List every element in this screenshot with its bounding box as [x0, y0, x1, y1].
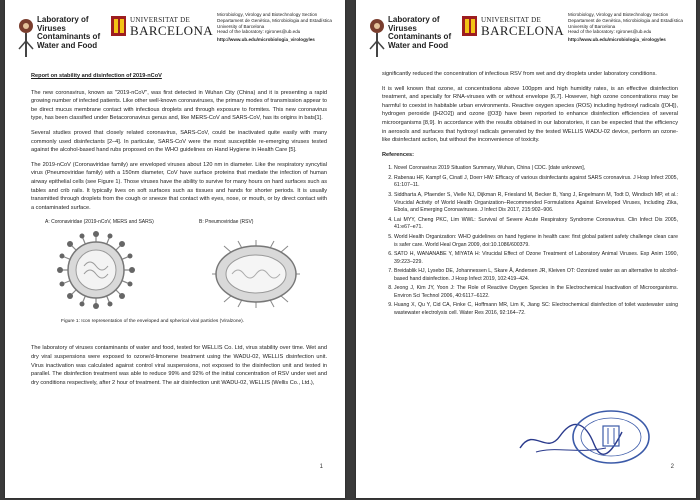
- paragraph: significantly reduced the concentration of infectious RSV from wet and dry droplets under laboratory conditions.: [382, 71, 657, 77]
- figure-1: [31, 218, 327, 338]
- reference-item: 8. Jeong J, Kim JY, Yoon J: The Role of Reactive Oxygen Species in the Electrochemical Inactivation of Microorganisms. Environ Sci Technol 2006, 40:6117–6122.: [394, 285, 678, 301]
- university-logo: UNIVERSITAT DE BARCELONA: [111, 16, 211, 46]
- page-header: [15, 8, 337, 66]
- coronavirus-illustration-icon: [56, 230, 136, 310]
- reference-item: 3. Siddharta A, Pfaender S, Vielle NJ, Dijkman R, Friesland M, Becker B, Yang J, Engelmann M, Todt D, Windisch MP, et al.: Virucidal Activity of World Health Organization–Recommended Formulations Against Enveloped Viruses, Including Zika, Ebola, and Emerging Coronaviruses. J Infect Dis 2017, 215:902–906.: [394, 192, 678, 215]
- university-shield-icon: [111, 16, 126, 36]
- page-number: 2: [670, 464, 674, 470]
- reference-item: 2. Rabenau HF, Kampf G, Cinatl J, Doerr HW: Efficacy of various disinfectants against SARS coronavirus. J Hosp Infect 2005, 61:107–11.: [394, 175, 678, 191]
- department-info: Microbiology, Virology and Biotechnology Section Departament de Genètica, Microbiologia and Estadística University of Barcelona Head of the laboratory: rgirones@ub.edu http://www.ub.edu/microbiologia_virologyles: [568, 12, 696, 43]
- paragraph: The new coronavirus, known as "2019-nCoV", was first detected in Wuhan City (China) and it is presenting a rapid growing number of infected patients. Like other well-known coronaviruses, the primary modes of transmission appear to be direct mucus membrane contact with infectious droplets and through exposure to formites. This new coronavirus type, has been classified under Betacoronavirus genus and, like MERS-CoV and SARS-CoV, has its origins in bats[1].: [31, 89, 327, 122]
- figure-label-a: A: Coronaviridae (2019-nCoV, MERS and SARS): [45, 219, 154, 226]
- paragraph: Several studies proved that closely related coronavirus, SARS-CoV, could be inactivated quite easily with many commonly used disinfectants [2–4]. In particular, SARS-CoV were the most susceptible re-emerging viruses tested against the alcohol-based hand rubs proposed on the WHO guidelines on Hand Hygiene in Health Care [5].: [31, 129, 327, 154]
- page-1-body: [31, 72, 327, 393]
- references-list: [382, 165, 678, 317]
- document-page-2: [356, 0, 696, 498]
- paragraph: The laboratory of viruses contaminants of water and food, tested for WELLIS Co. Ltd, virus stability over time. Wet and dry viral suspensions were exposed to ozone/d-limonene treatment using the WADU-02, WELLIS disinfection unit. Virus inactivation was calculated against control viral suspensions, not exposed to the disinfection unit and tested in parallel. The disinfection treatment was able to reduce 99% and 92% of the initial concentration of RSV under wet and dry conditions respectively, after 2 hour of treatment. The air disinfection unit WADU-02, WELLIS (Wellis Co., Ltd.),: [31, 345, 327, 386]
- reference-item: 1. Novel Coronavirus 2019 Situation Summary, Wuhan, China | CDC. [date unknown],: [394, 165, 678, 173]
- paragraph: The 2019-nCoV (Coronaviridae family) are enveloped viruses about 120 nm in diameter. Like the respiratory syncytial virus (Pneumoviridae family) with a 150nm diameter, CoV have surface proteins that mediate the infection of human airway epithelial cells (see Figure 1). Those viruses have the ability to survive for many hours on hard surfaces such as tables and crib rails. It typically lives on soft surfaces such as tissues and hands for shorter periods. It is usually transmitted through droplets from the cough or sneeze that contact with eyes, nose, or mouth, or by direct contact with a contaminated surface.: [31, 161, 327, 211]
- reference-item: 7. Breidablik HJ, Lysebo DE, Johannessen L, Skare Å, Andersen JR, Kleiven OT: Ozonized water as an alternative to alcohol-based hand disinfection. J Hosp Infect 2019, 102:419–424.: [394, 268, 678, 284]
- lab-logo-text: Laboratory of Viruses Contaminants of Water and Food: [388, 15, 452, 50]
- page-header: [366, 8, 688, 66]
- lab-logo: [366, 10, 458, 60]
- department-info: Microbiology, Virology and Biotechnology Section Departament de Genètica, Microbiologia and Estadística University of Barcelona Head of the laboratory: rgirones@ub.edu http://www.ub.edu/microbiologia_virologyles: [217, 12, 345, 43]
- university-shield-icon: [462, 16, 477, 36]
- references-title: References:: [382, 151, 415, 158]
- page-2-body: [382, 70, 678, 319]
- figure-caption: Figure 1: Icon representation of the enveloped and spherical viral particles (Viralzone).: [61, 319, 245, 325]
- university-stamp-icon: [570, 408, 652, 466]
- lab-logo: [15, 10, 107, 60]
- figure-label-b: B: Pneumoviridae (RSV): [199, 219, 254, 226]
- report-title: Report on stability and disinfection of 2019-nCoV: [31, 73, 162, 79]
- virus-figure-logo-icon: [366, 10, 388, 60]
- lab-url-link[interactable]: http://www.ub.edu/microbiologia_virologyles: [568, 37, 666, 43]
- virus-figure-logo-icon: [15, 10, 37, 60]
- reference-item: 9. Huang X, Qu Y, Cid CA, Finke C, Hoffmann MR, Lim K, Jiang SC: Electrochemical disinfection of toilet wastewater using wastewater electrolysis cell. Water Res 2016, 92:164–72.: [394, 302, 678, 318]
- reference-item: 6. SATO H, WANANABE Y, MIYATA H: Virucidal Effect of Ozone Treatment of Laboratory Animal Viruses. Exp Anim 1990, 39:223–229.: [394, 251, 678, 267]
- rsv-illustration-icon: [206, 238, 306, 310]
- page-number: 1: [319, 464, 323, 470]
- lab-url-link[interactable]: http://www.ub.edu/microbiologia_virologyles: [217, 37, 315, 43]
- reference-item: 4. Lai MYY, Cheng PKC, Lim WWL: Survival of Severe Acute Respiratory Syndrome Coronavirus. Clin Infect Dis 2005, 41:e67–e71.: [394, 217, 678, 233]
- university-logo: UNIVERSITAT DE BARCELONA: [462, 16, 562, 46]
- document-page-1: [5, 0, 345, 498]
- lab-logo-text: Laboratory of Viruses Contaminants of Water and Food: [37, 15, 101, 50]
- reference-item: 5. World Health Organization: WHO guidelines on hand hygiene in health care: first global patient safety challenge clean care is safer care. World Heal Organ 2009, doi:10.1086/600379.: [394, 234, 678, 250]
- paragraph: It is well known that ozone, at concentrations above 100ppm and high humidity rates, is an effective disinfection treatment, and specially for RNA-viruses with or without envelope [6,7]. However, high ozone concentrations may be harmful to coexist in habitable urban environments. Reactive oxygen species (ROS) including hydroxyl radicals ([OH]), hydrogen peroxide ([H2O2]) and ozone ([O3]) have been reported to enhance disinfection efficiencies of several microorganisms [8,9]. In accordance with the results obtained in our laboratories, it can be expected that the efficiency in aerosols and surfaces that hydroxyl radicals generated by the tested WELLIS WADU-02 device, perform an ozone-like disinfectant action, but without the inconvenience of toxicity.: [382, 85, 678, 144]
